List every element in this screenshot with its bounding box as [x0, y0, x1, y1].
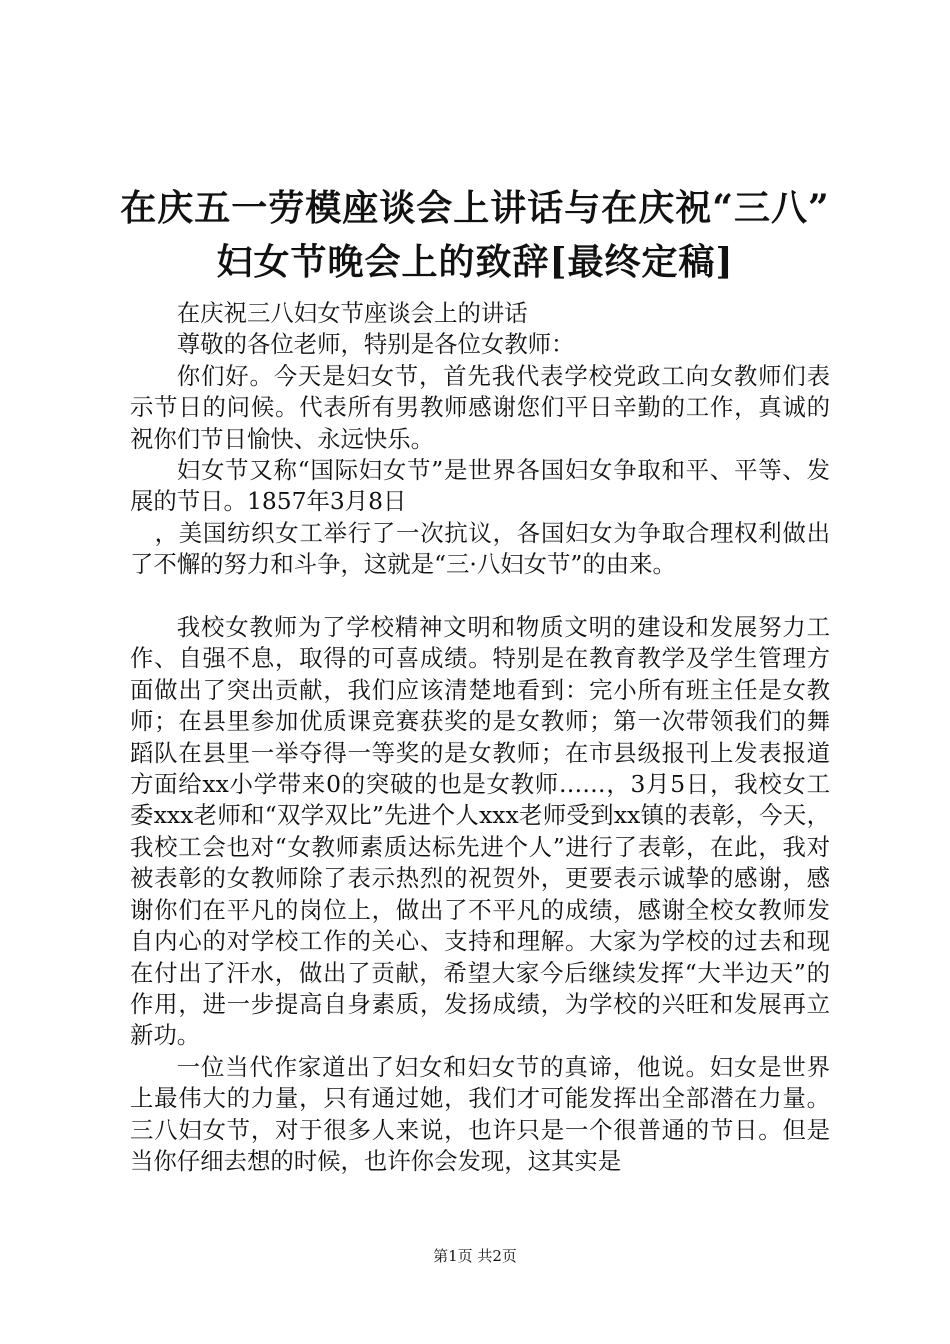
page-number-footer: 第1页 共2页 — [433, 1247, 517, 1265]
document-title-line-2: 妇女节晚会上的致辞[最终定稿] — [216, 241, 734, 283]
salutation: 尊敬的各位老师，特别是各位女教师： — [176, 330, 575, 359]
document-body — [130, 298, 830, 1177]
document-title-line-1: 在庆五一劳模座谈会上讲话与在庆祝“三八” — [120, 187, 830, 229]
speech-heading: 在庆祝三八妇女节座谈会上的讲话 — [176, 299, 528, 327]
paragraph-achievements: 我校女教师为了学校精神文明和物质文明的建设和发展努力工作、自强不息，取得的可喜成绩。特别是在教育教学及学生管理方面做出了突出贡献，我们应该清楚地看到：完小所有班主任是女教师；在县里参加优质课竞赛获奖的是女教师；第一次带领我们的舞蹈队在县里一举夺得一等奖的是女教师；在市县级报刊上发表报道方面给xx小学带来0的突破的也是女教师……，3月5日，我校女工委xxx老师和“双学双比”先进个人xxx老师受到xx镇的表彰，今天，我校工会也对“女教师素质达标先进个人”进行了表彰，在此，我对被表彰的女教师除了表示热烈的祝贺外，更要表示诚挚的感谢，感谢你们在平凡的岗位上，做出了不平凡的成绩，感谢全校女教师发自内心的对学校工作的关心、支持和理解。大家为学校的过去和现在付出了汗水，做出了贡献，希望大家今后继续发挥“大半边天”的作用，进一步提高自身素质，发扬成绩，为学校的兴旺和发展再立新功。 — [130, 613, 830, 1050]
paragraph-writer-quote: 一位当代作家道出了妇女和妇女节的真谛，他说。妇女是世界上最伟大的力量，只有通过她，我们才可能发挥出全部潜在力量。三八妇女节，对于很多人来说，也许只是一个很普通的节日。但是当你仔细去想的时候，也许你会发现，这其实是 — [130, 1052, 830, 1175]
paragraph-history-part1: 妇女节又称“国际妇女节”是世界各国妇女争取和平、平等、发展的节日。1857年3月8日 — [130, 456, 830, 516]
paragraph-history-part2: ，美国纺织女工举行了一次抗议，各国妇女为争取合理权利做出了不懈的努力和斗争，这就是“三·八妇女节”的由来。 — [130, 518, 830, 579]
paragraph-spacer — [130, 581, 830, 612]
paragraph-greeting: 你们好。今天是妇女节，首先我代表学校党政工向女教师们表示节日的问候。代表所有男教师感谢您们平日辛勤的工作，真诚的祝你们节日愉快、永远快乐。 — [130, 361, 830, 453]
